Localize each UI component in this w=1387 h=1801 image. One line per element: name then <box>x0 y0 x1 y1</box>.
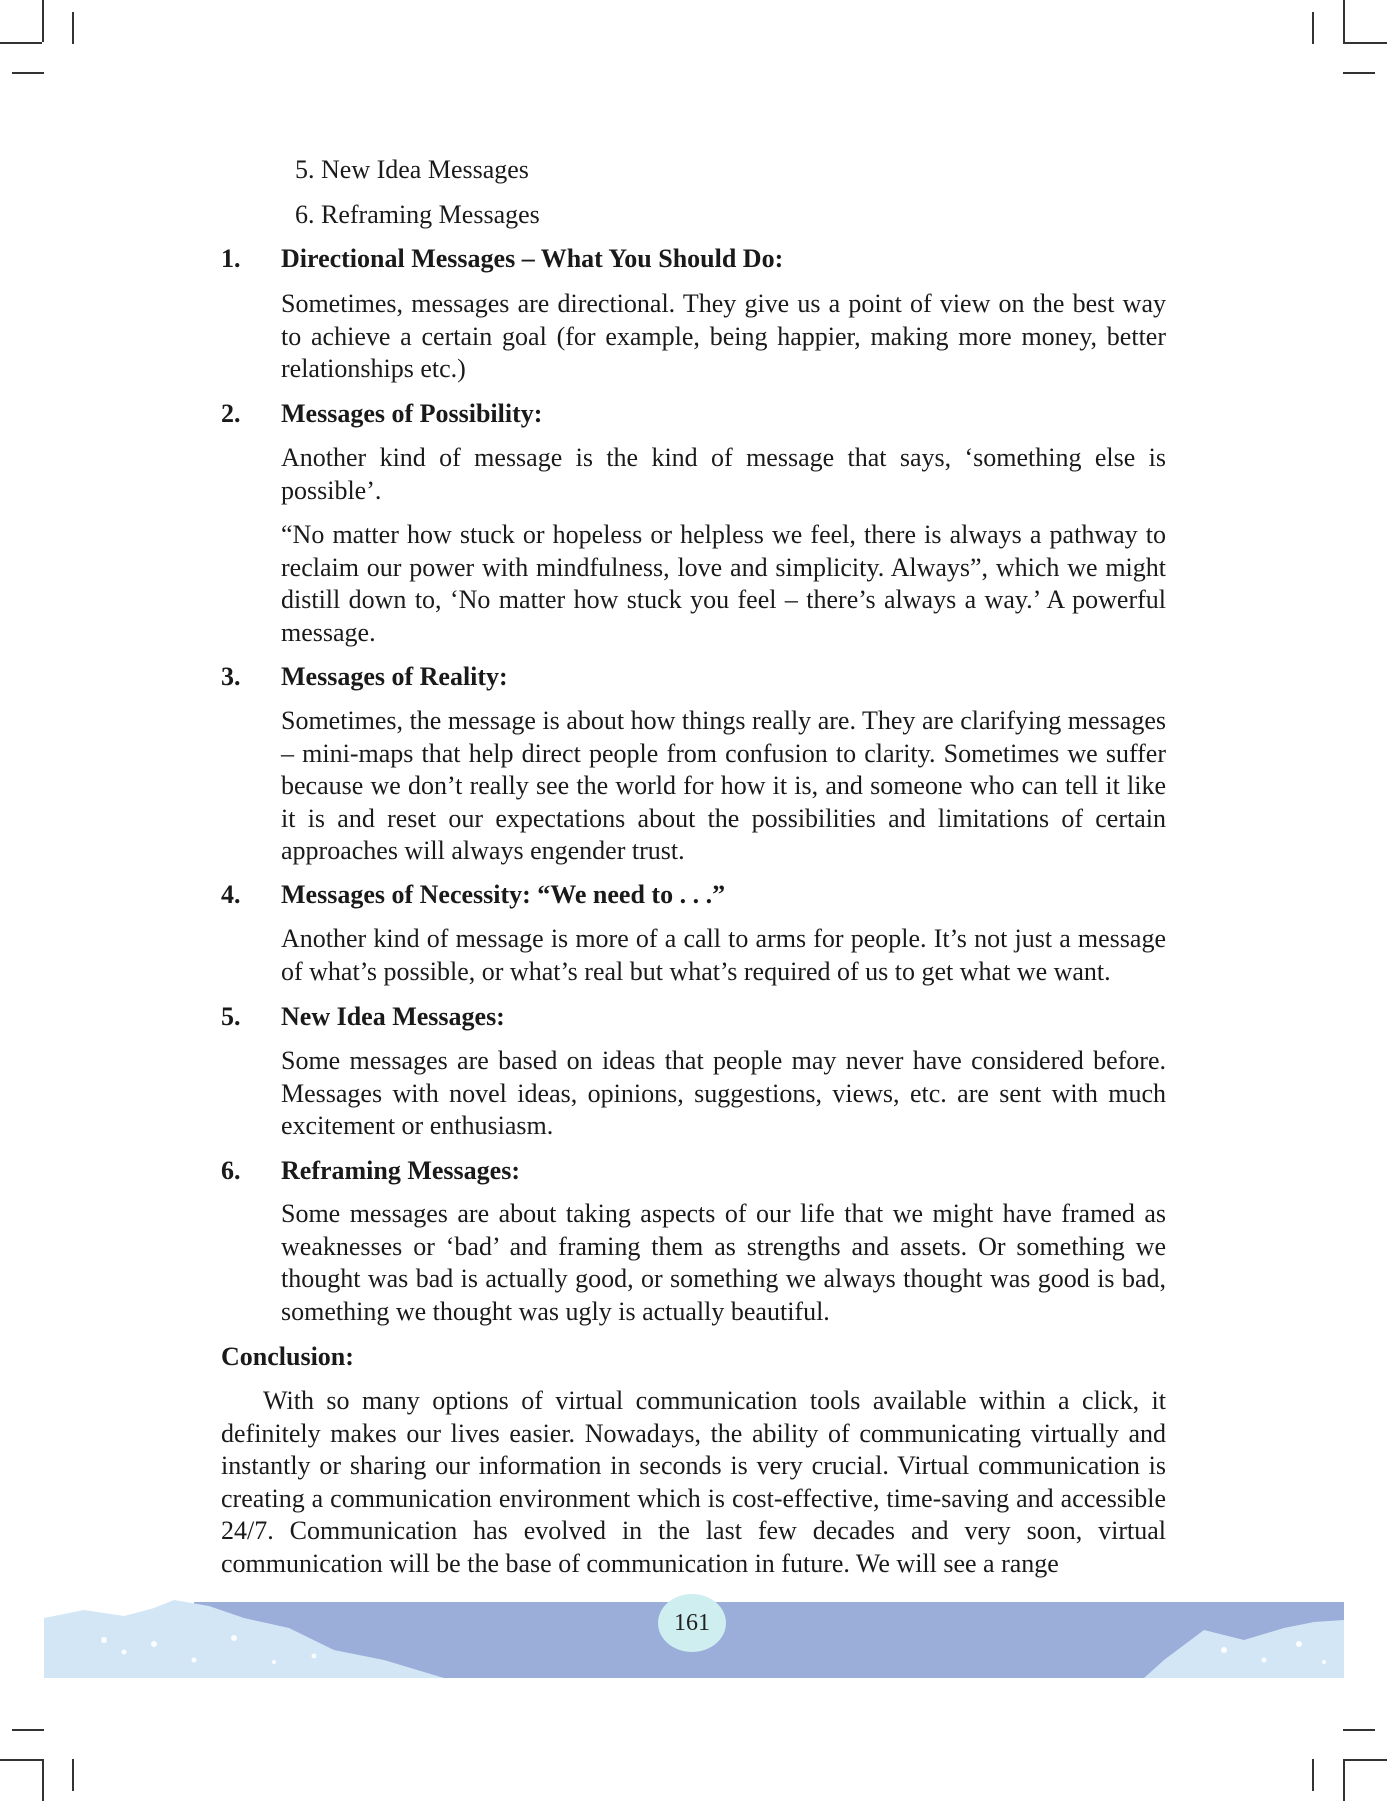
section-number: 3. <box>221 662 241 691</box>
section-heading: New Idea Messages: <box>281 1002 505 1031</box>
crop-mark <box>72 12 74 44</box>
section-paragraph: Another kind of message is the kind of message that says, ‘something else is possible’. <box>281 443 1166 505</box>
crop-mark <box>1312 12 1314 44</box>
section-heading: Messages of Reality: <box>281 662 508 691</box>
crop-mark <box>12 72 44 74</box>
section-paragraph: Some messages are based on ideas that people may never have considered before. Messages with novel ideas, opinions, suggestions, views, etc. are sent with much excitement or enthusiasm. <box>281 1046 1166 1141</box>
section-number: 6. <box>221 1156 241 1185</box>
section-number: 2. <box>221 399 241 428</box>
crop-mark <box>1343 1759 1345 1801</box>
section-paragraph: Sometimes, messages are directional. They give us a point of view on the best way to achieve a certain goal (for example, being happier, making more money, better relationships etc.) <box>281 289 1166 384</box>
section-heading: Reframing Messages: <box>281 1156 520 1185</box>
section-number: 1. <box>221 244 241 273</box>
crop-mark <box>1343 1759 1387 1761</box>
crop-mark <box>1343 72 1375 74</box>
section-paragraph: “No matter how stuck or hopeless or helpless we feel, there is always a pathway to reclaim our power with mindfulness, love and simplicity. Always”, which we might distill down to, ‘No matter how stuck you feel – there’s always a way.’ A powerful message. <box>281 520 1166 647</box>
conclusion-heading: Conclusion: <box>221 1342 354 1371</box>
crop-mark <box>0 42 42 44</box>
conclusion-paragraph: With so many options of virtual communication tools available within a click, it definitely makes our lives easier. Nowadays, the ability of communicating virtually and instantly or sharing our information in seconds is very crucial. Virtual communication is creating a communication environment which is cost-effective, time-saving and accessible 24/7. Communication has evolved in the last few decades and very soon, virtual communication will be the base of communication in future. We will see a range <box>221 1386 1166 1578</box>
intro-list-item: 6. Reframing Messages <box>295 200 540 229</box>
crop-mark <box>1343 42 1387 44</box>
crop-mark <box>1343 0 1345 42</box>
section-paragraph: Some messages are about taking aspects of our life that we might have framed as weaknesses or ‘bad’ and framing them as strengths and assets. Or something we thought was bad is actually good, or something we always thought was good is bad, something we thought was ugly is actually beautiful. <box>281 1199 1166 1326</box>
crop-mark <box>42 1759 44 1801</box>
section-paragraph: Sometimes, the message is about how things really are. They are clarifying messages – mini-maps that help direct people from confusion to clarity. Sometimes we suffer because we don’t really see the world for how it is, and someone who can tell it like it is and reset our expectations about the possibilities and limitations of certain approaches will always engender trust. <box>281 706 1166 866</box>
section-heading: Directional Messages – What You Should Do: <box>281 244 784 273</box>
crop-mark <box>72 1759 74 1791</box>
crop-mark <box>1312 1759 1314 1791</box>
section-paragraph: Another kind of message is more of a call to arms for people. It’s not just a message of what’s possible, or what’s real but what’s required of us to get what we want. <box>281 924 1166 986</box>
page-number: 161 <box>658 1594 726 1652</box>
crop-mark <box>42 0 44 42</box>
section-number: 5. <box>221 1002 241 1031</box>
crop-mark <box>1343 1729 1375 1731</box>
section-number: 4. <box>221 880 241 909</box>
section-heading: Messages of Possibility: <box>281 399 543 428</box>
crop-mark <box>0 1759 42 1761</box>
crop-mark <box>12 1729 44 1731</box>
intro-list-item: 5. New Idea Messages <box>295 155 529 184</box>
section-heading: Messages of Necessity: “We need to . . .” <box>281 880 726 909</box>
